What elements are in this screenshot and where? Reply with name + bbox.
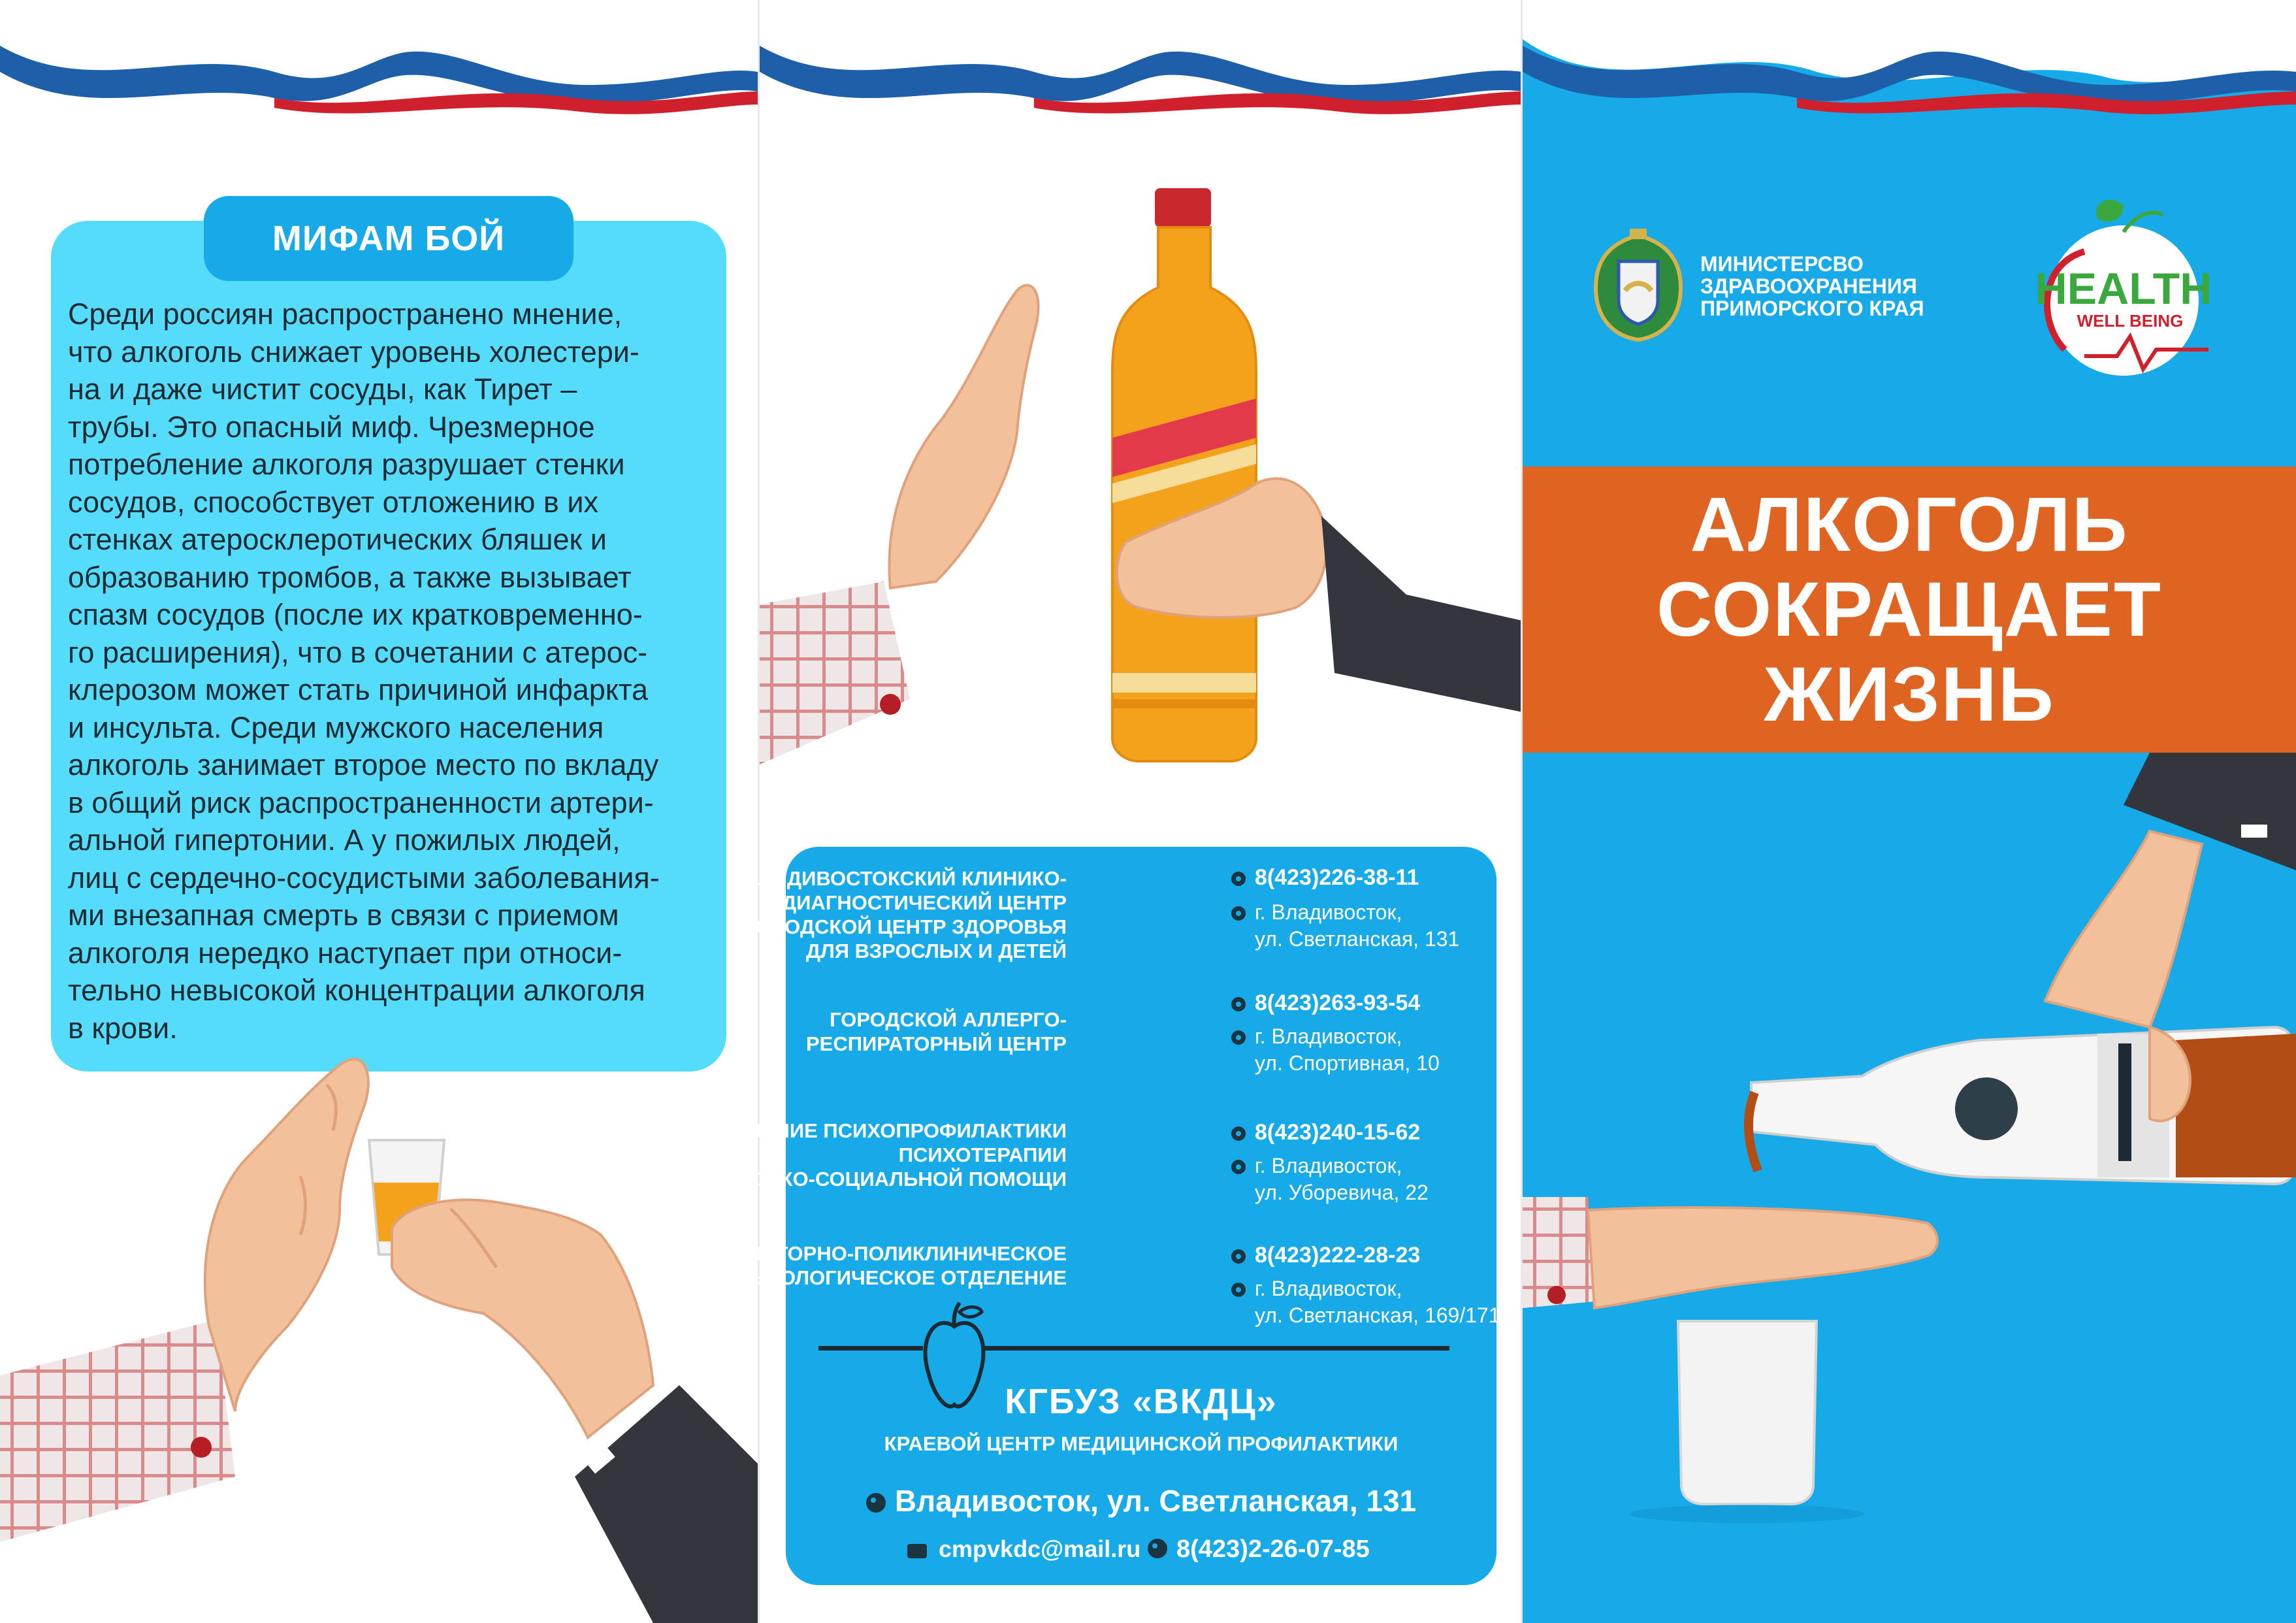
cover-title	[1523, 467, 2296, 753]
myth-line: алкоголь занимает второе место по вкладу	[68, 748, 659, 781]
contact-phone[interactable]: 8(423)222-28-23	[1231, 1243, 1420, 1268]
ministry-logo	[1589, 229, 1924, 344]
health-logo-tagline: WELL BEING	[2077, 311, 2184, 331]
myth-line: ми внезапная смерть в связи с приемом	[68, 898, 619, 932]
myth-line: потребление алкоголя разрушает стенки	[68, 448, 625, 481]
myth-line: на и даже чистит сосуды, как Тирет –	[68, 372, 577, 406]
illustration-cover-glass	[1523, 753, 2296, 1623]
health-logo-word: HEALTH	[2035, 264, 2212, 314]
contact-address: г. Владивосток, ул. Светланская, 131	[1231, 899, 1459, 953]
contact-address: г. Владивосток, ул. Уборевича, 22	[1231, 1153, 1429, 1206]
myth-line: лиц с сердечно-сосудистыми заболевания-	[68, 861, 660, 894]
myth-body	[68, 295, 715, 1047]
flag-ribbon	[1523, 0, 2296, 118]
location-icon	[866, 1493, 886, 1513]
mail-icon	[907, 1544, 927, 1558]
contact-address: г. Владивосток, ул. Спортивная, 10	[1231, 1023, 1440, 1077]
contact-name: ВЛАДИВОСТОКСКИЙ КЛИНИКО- ДИАГНОСТИЧЕСКИЙ ЦЕНТР ГОРОДСКОЙ ЦЕНТР ЗДОРОВЬЯ ДЛЯ ВЗРОСЛЫХ И ДЕТЕЙ	[743, 867, 1067, 962]
contact-phone[interactable]: 8(423)263-93-54	[1231, 991, 1420, 1016]
myth-line: трубы. Это опасный миф. Чрезмерное	[68, 410, 595, 444]
org-name: КГБУЗ «ВКДЦ»	[1005, 1382, 1278, 1421]
title-band	[1523, 467, 2296, 753]
myth-line: что алкоголь снижает уровень холестери-	[68, 335, 639, 369]
panel-myth	[0, 0, 758, 1623]
contact-name: АМБУЛАТОРНО-ПОЛИКЛИНИЧЕСКОЕ ОФТАЛЬМОЛОГИЧЕСКОЕ ОТДЕЛЕНИЕ	[676, 1242, 1067, 1289]
flag-ribbon	[0, 0, 758, 118]
myth-line: алкоголя нередко наступает при относи-	[68, 936, 623, 970]
phone-icon	[1148, 1539, 1167, 1558]
title-line: ЖИЗНЬ	[1764, 651, 2055, 738]
contact-name: ГОРОДСКОЙ АЛЛЕРГО- РЕСПИРАТОРНЫЙ ЦЕНТР	[805, 1008, 1067, 1055]
myth-line: тельно невысокой концентрации алкоголя	[68, 974, 645, 1007]
ministry-name: МИНИСТЕРСВО ЗДРАВООХРАНЕНИЯ ПРИМОРСКОГО КРАЯ	[1700, 252, 1924, 320]
myth-line: альной гипертонии. А у пожилых людей,	[68, 823, 621, 857]
health-logo	[2026, 193, 2222, 389]
myth-line: в общий риск распространенности артери-	[68, 785, 654, 819]
myth-line: Среди россиян распространено мнение,	[68, 297, 623, 331]
org-phone[interactable]: 8(423)2-26-07-85	[1148, 1535, 1370, 1564]
panel-contacts	[676, 0, 1523, 1623]
title-line: АЛКОГОЛЬ	[1690, 482, 2129, 568]
myth-line: спазм сосудов (после их кратковременно-	[68, 598, 643, 631]
org-block	[786, 0, 1496, 1623]
contact-address: г. Владивосток, ул. Светланская, 169/171	[1231, 1275, 1500, 1329]
coat-of-arms-icon	[1589, 229, 1687, 344]
myth-line: и инсульта. Среди мужского населения	[68, 710, 604, 744]
myth-line: клерозом может стать причиной инфаркта	[68, 673, 649, 706]
myth-line: стенках атеросклеротических бляшек и	[68, 523, 607, 556]
myth-heading: МИФАМ БОЙ	[204, 196, 574, 281]
org-subtitle: КРАЕВОЙ ЦЕНТР МЕДИЦИНСКОЙ ПРОФИЛАКТИКИ	[884, 1432, 1399, 1455]
myth-line: сосудов, способствует отложению в их	[68, 485, 598, 519]
myth-line: в крови.	[68, 1011, 178, 1045]
panel-cover	[1521, 0, 2296, 1623]
illustration-refuse-shot	[0, 1019, 758, 1623]
org-address: Владивосток, ул. Светланская, 131	[786, 1483, 1496, 1518]
contact-name: ОТДЕЛЕНИЕ ПСИХОПРОФИЛАКТИКИ ПСИХОТЕРАПИИ И МЕДИКО-СОЦИАЛЬНОЙ ПОМОЩИ	[691, 1119, 1067, 1190]
myth-line: го расширения), что в сочетании с атерос-	[68, 635, 648, 669]
myth-line: образованию тромбов, а также вызывает	[68, 560, 632, 594]
contact-phone[interactable]: 8(423)240-15-62	[1231, 1120, 1420, 1145]
org-email[interactable]: cmpvkdc@mail.ru	[907, 1535, 1140, 1563]
contact-phone[interactable]: 8(423)226-38-11	[1231, 865, 1419, 891]
title-line: СОКРАЩАЕТ	[1657, 566, 2162, 653]
